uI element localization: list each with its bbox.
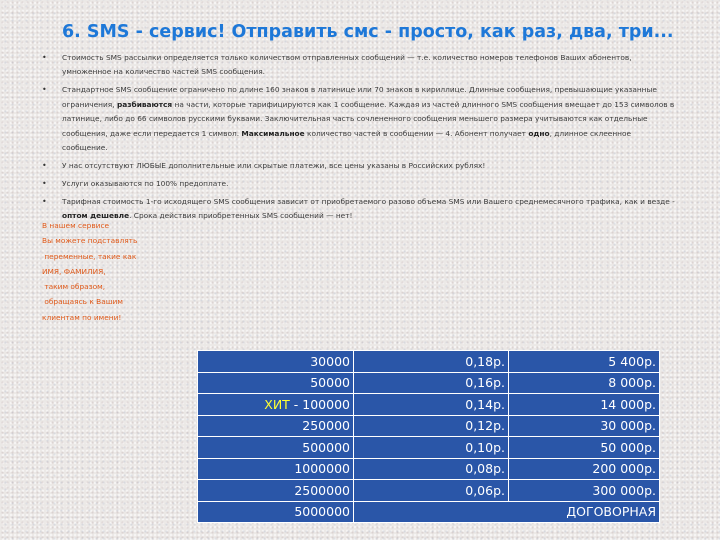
bullet-item (42, 51, 678, 80)
bullet-text: Услуги оказываются по 100% предоплате. (62, 179, 229, 189)
bullet-list (42, 51, 678, 227)
price-row (198, 351, 660, 373)
volume-cell (198, 372, 354, 394)
volume-cell: 5000000 (198, 501, 354, 523)
note-line: В нашем сервисе (42, 221, 110, 230)
bullet-text: Тарифная стоимость 1-го исходящего SMS сообщения зависит от приобретаемого разово объема SMS или Вашего среднемесячного трафика, как и везде - (62, 197, 675, 207)
price-row (198, 372, 660, 394)
note-line: таким образом, (42, 282, 106, 292)
volume-value: 30000 (310, 353, 350, 369)
total-price-cell: 14 000р. (509, 394, 660, 416)
total-price-cell: 300 000р. (509, 480, 660, 502)
bullet-item (42, 159, 678, 173)
unit-price-cell: 0,12р. (354, 415, 509, 437)
bullet-dot-icon: • (42, 179, 47, 189)
price-row (198, 415, 660, 437)
bullet-dot-icon: • (42, 53, 47, 62)
bullet-text: на части, которые тарифицируются как 1 сообщение. Каждая из частей длинного SMS сообщения вмещает до 153 символов в латинице, либо до 66 символов русскими буквами. Заключительная часть сочлененного сообщения меньшего размера учитываются как отдельные сообщения, даже если передается 1 символ. (62, 99, 675, 138)
volume-cell (198, 437, 354, 459)
volume-cell (198, 394, 354, 416)
bullet-dot-icon: • (42, 85, 47, 95)
volume-value: - 100000 (289, 396, 350, 412)
total-price-cell: 200 000р. (509, 458, 660, 480)
bullet-emphasis: разбиваются (116, 99, 173, 109)
price-row (198, 480, 660, 502)
price-row (198, 458, 660, 480)
bullet-text: Стандартное SMS сообщение ограничено по длине 160 знаков в латинице или 70 знаков в кириллице. Длинные сообщения, превышающие указанные ограничения, (62, 85, 657, 109)
note-line: Вы можете подставлять (42, 236, 138, 246)
volume-value: 2500000 (294, 482, 350, 498)
bullet-emphasis: Максимальное (241, 128, 305, 138)
price-row (198, 437, 660, 459)
note-line: ИМЯ, ФАМИЛИЯ, (42, 266, 106, 276)
note-line: переменные, такие как (42, 251, 137, 261)
note-line: обращаясь к Вашим (42, 297, 123, 307)
price-row (198, 394, 660, 416)
bullet-text: У нас отсутствуют ЛЮБЫЕ дополнительные или скрытые платежи, все цены указаны в Российских рублях! (62, 161, 486, 171)
volume-cell (198, 415, 354, 437)
volume-cell (198, 351, 354, 373)
total-price-cell: 8 000р. (509, 372, 660, 394)
volume-cell (198, 458, 354, 480)
bullet-dot-icon: • (42, 161, 47, 171)
price-row (198, 501, 660, 523)
volume-cell (198, 480, 354, 502)
bullet-dot-icon: • (42, 197, 47, 207)
bullet-item (42, 83, 678, 155)
bullet-item (42, 177, 678, 191)
total-price-cell: 5 400р. (509, 351, 660, 373)
unit-price-cell: 0,18р. (354, 351, 509, 373)
price-table (197, 350, 660, 523)
slide-title: 6. SMS - сервис! Отправить смс - просто, как раз, два, три... (62, 22, 674, 42)
total-price-cell: 30 000р. (509, 415, 660, 437)
volume-value: 500000 (302, 439, 350, 455)
unit-price-cell: 0,10р. (354, 437, 509, 459)
volume-value: 250000 (302, 418, 350, 434)
total-price-cell: 50 000р. (509, 437, 660, 459)
unit-price-cell: 0,08р. (354, 458, 509, 480)
negotiable-price-cell: ДОГОВОРНАЯ (354, 501, 660, 523)
volume-value: 50000 (310, 375, 350, 391)
volume-value: 1000000 (294, 461, 350, 477)
unit-price-cell: 0,16р. (354, 372, 509, 394)
note-line: клиентам по имени! (42, 312, 122, 322)
bullet-text: количество частей в сообщении — 4. Абонент получает (304, 128, 529, 138)
variables-note (42, 218, 192, 325)
bullet-text: Стоимость SMS рассылки определяется только количеством отправленных сообщений — т.е. количество номеров телефонов Ваших абонентов, умноженное на количество частей SMS сообщения. (62, 53, 632, 77)
bullet-text: , длинное склеенное сообщение. (62, 128, 632, 153)
bullet-text: . Срока действия приобретенных SMS сообщений — нет! (129, 211, 353, 221)
bullet-emphasis: одно (528, 128, 550, 138)
hit-badge: ХИТ (264, 396, 290, 412)
bullet-emphasis: оптом дешевле (62, 211, 130, 221)
unit-price-cell: 0,06р. (354, 480, 509, 502)
unit-price-cell: 0,14р. (354, 394, 509, 416)
